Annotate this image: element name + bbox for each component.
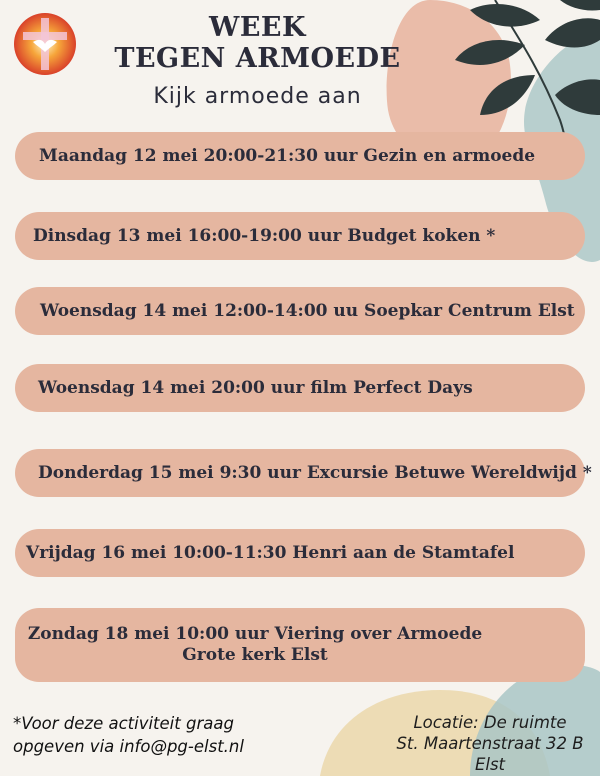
location-line-1: Locatie: De ruimte: [413, 713, 567, 732]
note-line-1: *Voor deze activiteit graag: [13, 714, 234, 733]
registration-note: [13, 712, 244, 758]
event-item: [15, 449, 592, 497]
event-text: Woensdag 14 mei 20:00 uur film Perfect Days: [38, 378, 473, 398]
event-text: Maandag 12 mei 20:00-21:30 uur Gezin en armoede: [39, 146, 536, 166]
dove-cross-logo-icon: [13, 12, 77, 76]
event-item: [15, 212, 585, 260]
location-line-2: St. Maartenstraat 32 B: [396, 734, 584, 753]
event-text: Vrijdag 16 mei 10:00-11:30 Henri aan de Stamtafel: [26, 543, 515, 563]
event-text-line-2: Grote kerk Elst: [182, 645, 328, 665]
page-title: [75, 12, 440, 74]
event-item: [15, 132, 585, 180]
event-text: Donderdag 15 mei 9:30 uur Excursie Betuwe Wereldwijd *: [38, 463, 592, 483]
title-line-2: TEGEN ARMOEDE: [114, 43, 401, 74]
title-line-1: WEEK: [209, 12, 306, 43]
event-item: [15, 529, 585, 577]
page-subtitle: Kijk armoede aan: [153, 84, 362, 109]
event-item: [15, 364, 585, 412]
event-text: Woensdag 14 mei 12:00-14:00 uu Soepkar Centrum Elst: [40, 301, 575, 321]
note-line-2: opgeven via info@pg-elst.nl: [13, 737, 244, 756]
event-text: Dinsdag 13 mei 16:00-19:00 uur Budget koken *: [33, 226, 496, 246]
event-item: [15, 608, 585, 682]
location-line-3: Elst: [474, 755, 506, 774]
event-item: [15, 287, 585, 335]
event-text-line-1: Zondag 18 mei 10:00 uur Viering over Armoede: [27, 624, 483, 644]
location-info: [380, 712, 600, 775]
